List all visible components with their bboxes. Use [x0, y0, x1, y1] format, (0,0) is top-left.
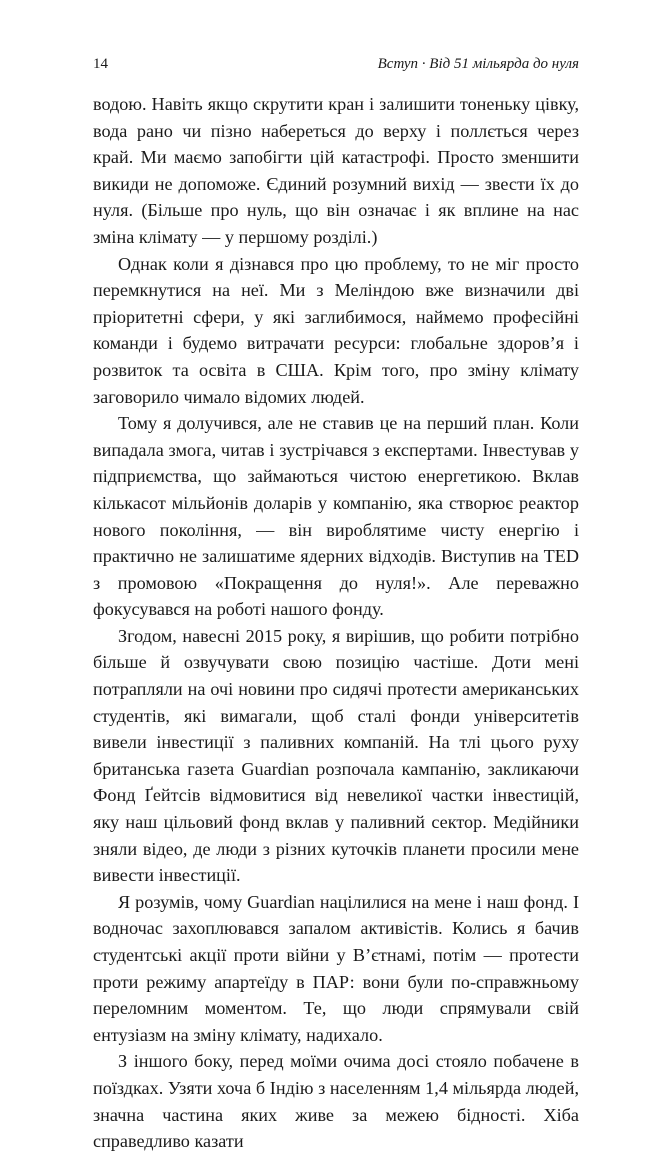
paragraph: Тому я долучився, але не ставив це на перший план. Коли випадала змога, читав і зустрічався з експертами. Інвестував у підприємства, що займаються чистою енергетикою. Вклав кількасот мільйонів доларів у компанію, яка створює реактор нового покоління, — він вироблятиме чисту енергію і практично не залишатиме ядерних відходів. Виступив на TED з промовою «Покращення до нуля!». Але переважно фокусувався на роботі нашого фонду.	[93, 413, 579, 620]
paragraph: Я розумів, чому Guardian націлилися на мене і наш фонд. І водночас захоплювався запалом активістів. Колись я бачив студентські акції проти війни у В’єтнамі, потім — протести проти режиму апартеїду в ПАР: вони були по-справжньому переломним моментом. Те, що люди спрямували свій ентузіазм на зміну клімату, надихало.	[93, 891, 579, 1045]
paragraph: Однак коли я дізнався про цю проблему, то не міг просто перемкнутися на неї. Ми з Меліндою вже визначили дві пріоритетні сфери, у які заглибимося, наймемо професійні команди і будемо витрачати ресурси: глобальне здоров’я і розвиток та освіта в США. Крім того, про зміну клімату заговорило чимало відомих людей.	[93, 253, 579, 407]
body-text	[93, 91, 579, 1155]
running-head: Вступ · Від 51 мільярда до нуля	[377, 56, 579, 72]
page-number: 14	[93, 56, 108, 72]
paragraph: З іншого боку, перед моїми очима досі стояло побачене в поїздках. Узяти хоча б Індію з населенням 1,4 мільярда людей, значна частина яких живе за межею бідності. Хіба справедливо казати	[93, 1051, 579, 1152]
paragraph: водою. Навіть якщо скрутити кран і залишити тоненьку цівку, вода рано чи пізно набереться до верху і поллється через край. Ми маємо запобігти цій катастрофі. Просто зменшити викиди не допоможе. Єдиний розумний вихід — звести їх до нуля. (Більше про нуль, що він означає і як вплине на нас зміна клімату — у першому розділі.)	[93, 94, 579, 247]
page-header	[93, 56, 579, 78]
paragraph: Згодом, навесні 2015 року, я вирішив, що робити потрібно більше й озвучувати свою позицію частіше. Доти мені потрапляли на очі новини про сидячі протести американських студентів, які вимагали, щоб сталі фонди університетів вивели інвестиції з паливних компаній. На тлі цього руху британська газета Guardian розпочала кампанію, закликаючи Фонд Ґейтсів відмовитися від невеликої частки інвестицій, яку наш цільовий фонд вклав у паливний сектор. Медійники зняли відео, де люди з різних куточків планети просили мене вивести інвестиції.	[93, 625, 579, 886]
